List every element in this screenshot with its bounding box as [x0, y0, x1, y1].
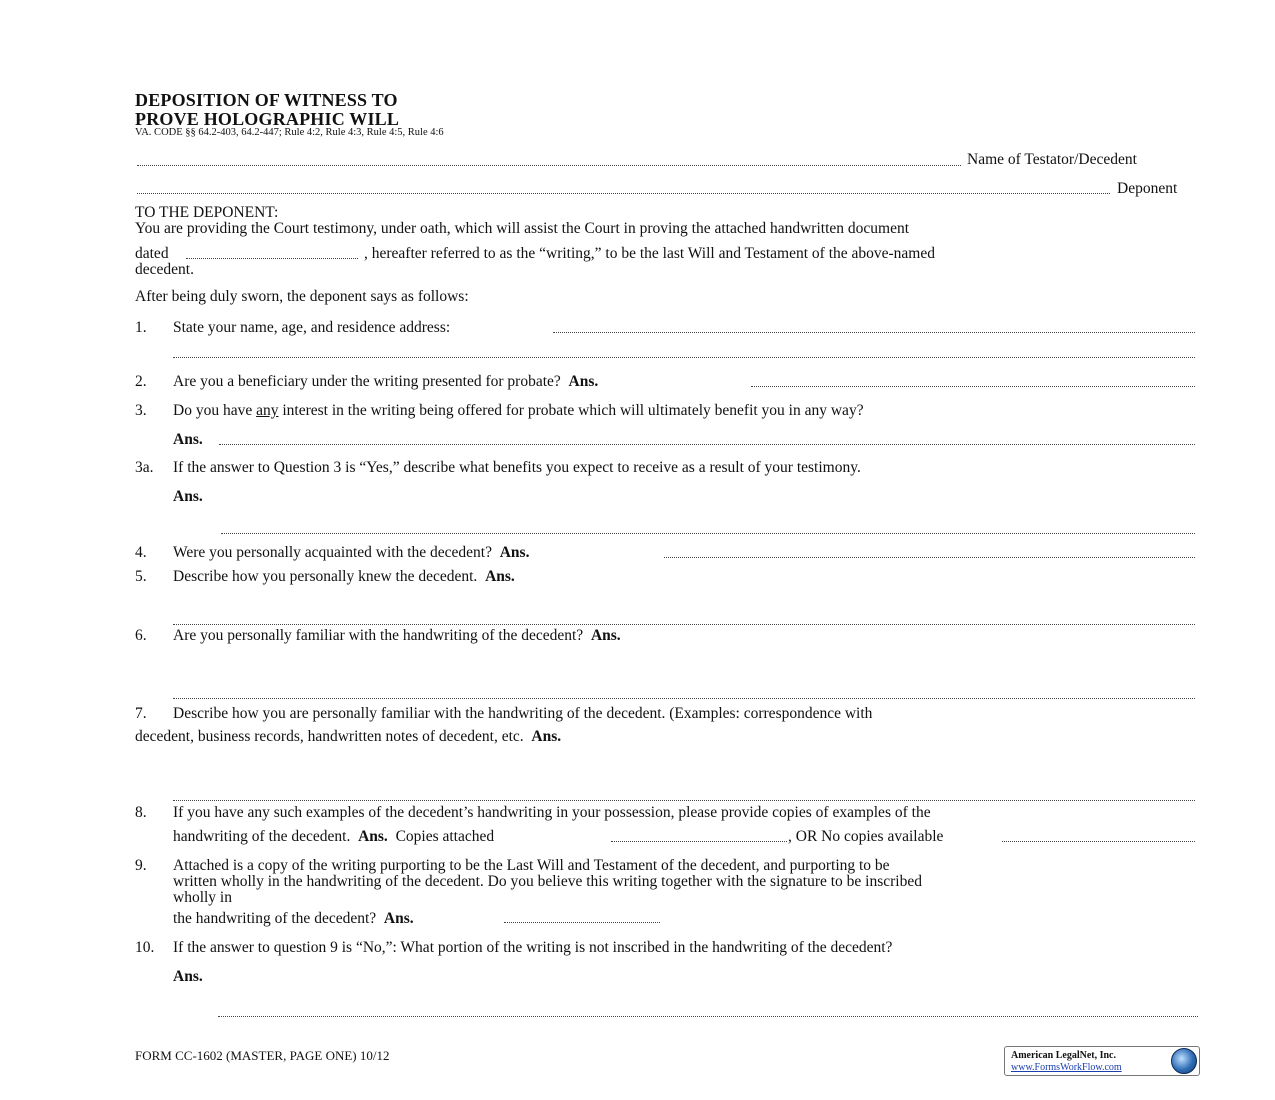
intro-heading: TO THE DEPONENT: — [135, 204, 279, 221]
q1-answer-field-2[interactable] — [173, 357, 1195, 358]
sworn-statement: After being duly sworn, the deponent says as follows: — [135, 288, 469, 305]
q2-ans-label: Ans. — [568, 373, 599, 390]
form-title-line2: PROVE HOLOGRAPHIC WILL — [135, 109, 400, 129]
q3-text-a: Do you have — [173, 402, 253, 419]
q8-copies-attached: Copies attached — [395, 828, 495, 845]
form-id: FORM CC-1602 (MASTER, PAGE ONE) 10/12 — [135, 1048, 390, 1063]
q7-ans-label: Ans. — [531, 728, 562, 745]
q7-text-line2 — [135, 728, 561, 746]
q5-ans-label: Ans. — [485, 568, 515, 585]
q6-answer-field[interactable] — [173, 698, 1195, 699]
form-title-line1: DEPOSITION OF WITNESS TO — [135, 90, 398, 110]
q6-question: Are you personally familiar with the handwriting of the decedent? — [173, 627, 584, 644]
q4-text — [173, 544, 529, 562]
testator-name-field[interactable] — [137, 165, 961, 166]
deponent-label: Deponent — [1117, 180, 1178, 197]
dated-field[interactable] — [186, 258, 358, 259]
q3-number: 3. — [135, 402, 147, 419]
dated-label: dated — [135, 245, 169, 262]
q7-text-line1: Describe how you are personally familiar with the handwriting of the decedent. (Examples: correspondence with — [173, 705, 873, 722]
q3a-number: 3a. — [135, 459, 154, 476]
q3-answer-field[interactable] — [219, 444, 1195, 445]
q5-text — [173, 568, 515, 586]
q8-copies-attached-field[interactable] — [611, 841, 787, 842]
q6-text — [173, 627, 621, 645]
globe-icon — [1171, 1048, 1197, 1074]
q3-text-underlined: any — [256, 402, 279, 419]
q1-answer-field[interactable] — [553, 332, 1195, 333]
q9-text-line4 — [173, 910, 414, 928]
q9-question-line4: the handwriting of the decedent? — [173, 910, 377, 927]
q3-text — [173, 402, 864, 420]
q6-number: 6. — [135, 627, 147, 644]
q2-answer-field[interactable] — [751, 386, 1195, 387]
q3a-text: If the answer to Question 3 is “Yes,” describe what benefits you expect to receive as a result of your testimony. — [173, 459, 861, 476]
testator-label: Name of Testator/Decedent — [967, 151, 1137, 168]
q3-text-b: interest in the writing being offered for probate which will ultimately benefit you in any way? — [282, 402, 864, 419]
intro-line3: decedent. — [135, 261, 194, 278]
q8-question-line2: handwriting of the decedent. — [173, 828, 351, 845]
q2-text — [173, 373, 598, 391]
q10-ans-label: Ans. — [173, 968, 203, 985]
q10-text: If the answer to question 9 is “No,”: What portion of the writing is not inscribed in the handwriting of the decedent? — [173, 939, 893, 956]
q4-number: 4. — [135, 544, 147, 561]
q3a-ans-label: Ans. — [173, 488, 203, 505]
deponent-name-field[interactable] — [137, 193, 1110, 194]
q9-ans-label: Ans. — [383, 910, 414, 927]
q2-question: Are you a beneficiary under the writing presented for probate? — [173, 373, 561, 390]
q5-question: Describe how you personally knew the decedent. — [173, 568, 478, 585]
q8-no-copies: , OR No copies available — [788, 828, 944, 845]
q8-no-copies-field[interactable] — [1002, 841, 1195, 842]
q2-number: 2. — [135, 373, 147, 390]
q10-number: 10. — [135, 939, 155, 956]
q4-ans-label: Ans. — [499, 544, 530, 561]
q4-answer-field[interactable] — [664, 557, 1195, 558]
statute-citation: VA. CODE §§ 64.2-403, 64.2-447; Rule 4:2, Rule 4:3, Rule 4:5, Rule 4:6 — [135, 127, 444, 138]
q8-text-line1: If you have any such examples of the decedent’s handwriting in your possession, please provide copies of examples of the — [173, 804, 931, 821]
q5-number: 5. — [135, 568, 147, 585]
intro-line1: You are providing the Court testimony, under oath, which will assist the Court in proving the attached handwritten document — [135, 220, 910, 237]
q3a-answer-field[interactable] — [221, 533, 1195, 534]
q6-ans-label: Ans. — [590, 627, 621, 644]
american-legalnet-logo[interactable] — [1004, 1046, 1200, 1076]
q7-question-line2: decedent, business records, handwritten notes of decedent, etc. — [135, 728, 524, 745]
q8-ans-label: Ans. — [358, 828, 388, 845]
q9-number: 9. — [135, 857, 147, 874]
q4-question: Were you personally acquainted with the decedent? — [173, 544, 492, 561]
logo-company-name: American LegalNet, Inc. — [1011, 1050, 1116, 1061]
logo-url-link[interactable]: www.FormsWorkFlow.com — [1011, 1062, 1122, 1073]
q9-text-line1: Attached is a copy of the writing purporting to be the Last Will and Testament of the decedent, and purporting to be — [173, 857, 890, 874]
q7-answer-field[interactable] — [173, 800, 1195, 801]
q9-answer-field[interactable] — [504, 922, 660, 923]
intro-line2: , hereafter referred to as the “writing,” to be the last Will and Testament of the above-named — [364, 245, 935, 262]
q7-number: 7. — [135, 705, 147, 722]
q8-number: 8. — [135, 804, 147, 821]
q10-answer-field[interactable] — [218, 1016, 1198, 1017]
q5-answer-field[interactable] — [173, 624, 1195, 625]
q8-text-line2 — [173, 828, 494, 846]
q9-text-line2: written wholly in the handwriting of the decedent. Do you believe this writing together with the signature to be inscribed — [173, 873, 922, 890]
q1-number: 1. — [135, 319, 147, 336]
q3-ans-label: Ans. — [173, 431, 203, 448]
q1-text: State your name, age, and residence address: — [173, 319, 451, 336]
q9-text-line3: wholly in — [173, 889, 232, 906]
